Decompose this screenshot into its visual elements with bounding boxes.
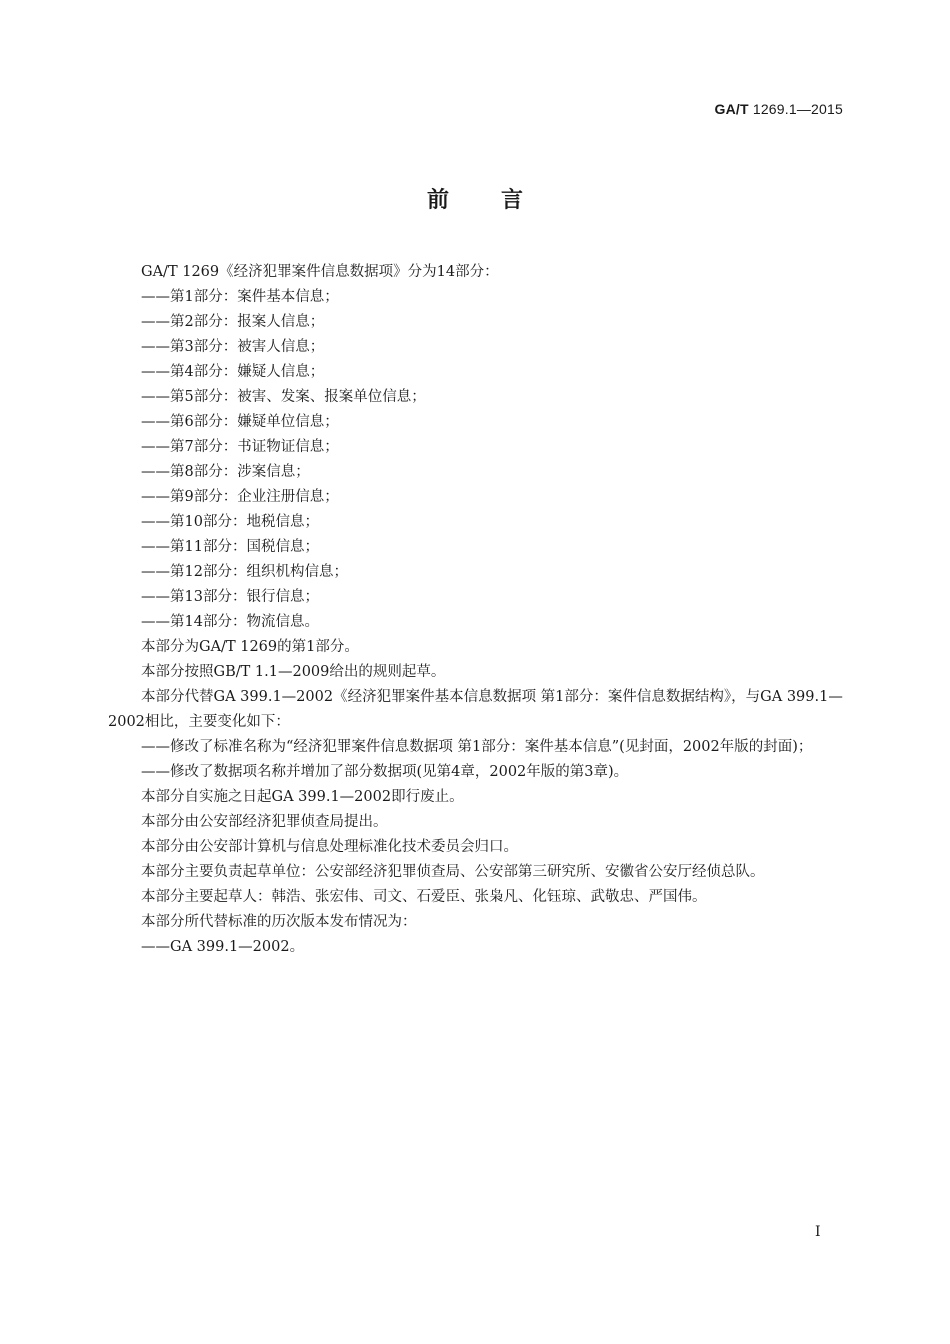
part-item: ——第9部分：企业注册信息； [141,489,339,505]
page-number: I [815,1224,821,1240]
part-item: ——第1部分：案件基本信息； [141,289,339,305]
part-item: ——第6部分：嫌疑单位信息； [141,414,339,430]
part-item: ——第2部分：报案人信息； [141,314,325,330]
drafters: 本部分主要起草人：韩浩、张宏伟、司文、石爱臣、张枭凡、化钰琼、武敬忠、严国伟。 [141,889,707,905]
part-item: ——第3部分：被害人信息； [141,339,325,355]
part-item: ——第5部分：被害、发案、报案单位信息； [141,389,426,405]
part-item: ——第13部分：银行信息； [141,589,319,605]
part-item: ——第10部分：地税信息； [141,514,319,530]
history-intro: 本部分所代替标准的历次版本发布情况为： [141,914,417,930]
change-item: ——修改了标准名称为“经济犯罪案件信息数据项 第1部分：案件基本信息”(见封面，2002年版的封面)； [141,739,813,755]
history-item: ——GA 399.1—2002。 [141,939,305,955]
intro-paragraph: GA/T 1269《经济犯罪案件信息数据项》分为14部分： [141,264,499,280]
part-item: ——第12部分：组织机构信息； [141,564,348,580]
part-item: ——第7部分：书证物证信息； [141,439,339,455]
part-item: ——第8部分：涉案信息； [141,464,310,480]
page-title: 前言 [426,188,575,213]
standard-code [714,101,843,117]
change-item: ——修改了数据项名称并增加了部分数据项(见第4章，2002年版的第3章)。 [141,764,629,780]
replacement-paragraph: 本部分代替GA 399.1—2002《经济犯罪案件基本信息数据项 第1部分：案件信息数据结构》，与GA 399.1—2002相比，主要变化如下： [108,689,843,730]
part-statement: 本部分为GA/T 1269的第1部分。 [141,639,359,655]
part-item: ——第14部分：物流信息。 [141,614,319,630]
foreword-body [108,260,844,960]
part-item: ——第4部分：嫌疑人信息； [141,364,325,380]
drafting-units: 本部分主要负责起草单位：公安部经济犯罪侦查局、公安部第三研究所、安徽省公安厅经侦总队。 [141,864,765,880]
centralized-by: 本部分由公安部计算机与信息处理标准化技术委员会归口。 [141,839,518,855]
drafting-rule: 本部分按照GB/T 1.1—2009给出的规则起草。 [141,664,446,680]
abolish-paragraph: 本部分自实施之日起GA 399.1—2002即行废止。 [141,789,464,805]
part-item: ——第11部分：国税信息； [141,539,319,555]
standard-number: 1269.1—2015 [752,101,843,117]
proposed-by: 本部分由公安部经济犯罪侦查局提出。 [141,814,388,830]
standard-prefix: GA/T [714,101,749,117]
